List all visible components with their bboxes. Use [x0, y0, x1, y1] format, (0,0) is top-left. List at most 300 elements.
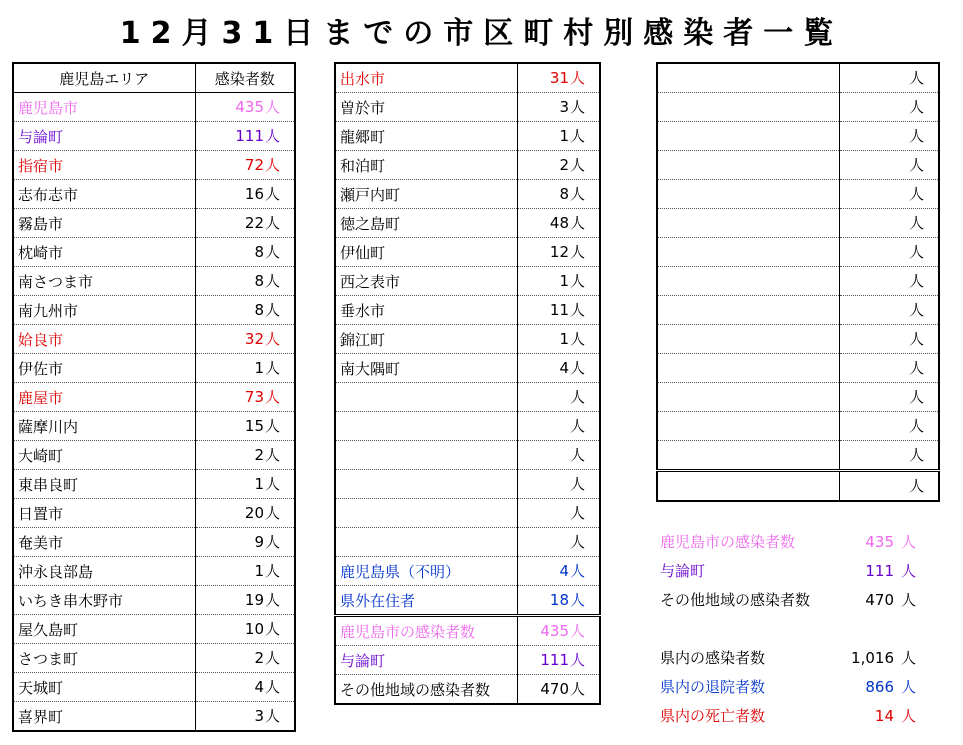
- table-row: [13, 383, 295, 412]
- table-row: [335, 93, 600, 122]
- summary-value: 866: [865, 678, 894, 696]
- area-table-2: [334, 62, 601, 705]
- area-name: 南九州市: [13, 296, 195, 325]
- table-row: [335, 63, 600, 93]
- unit-label: 人: [264, 475, 280, 493]
- area-name: 日置市: [13, 499, 195, 528]
- area-name: 西之表市: [335, 267, 517, 296]
- area-name: [657, 267, 839, 296]
- case-count: [839, 471, 939, 502]
- header-area: 鹿児島エリア: [13, 63, 195, 93]
- count-value: 111: [540, 651, 569, 669]
- unit-label: 人: [569, 272, 585, 290]
- case-count: [517, 557, 600, 586]
- count-value: 18: [549, 591, 569, 609]
- count-value: 72: [244, 156, 264, 174]
- table-row: [657, 354, 939, 383]
- case-count: [517, 412, 600, 441]
- count-value: 9: [254, 533, 264, 551]
- unit-label: 人: [569, 651, 585, 669]
- unit-label: 人: [264, 127, 280, 145]
- area-name: 姶良市: [13, 325, 195, 354]
- area-name: 奄美市: [13, 528, 195, 557]
- unit-label: 人: [569, 591, 585, 609]
- summary-row: [660, 586, 916, 614]
- unit-label: 人: [908, 243, 924, 261]
- unit-label: 人: [569, 504, 585, 522]
- table-row: [13, 470, 295, 499]
- count-value: 2: [559, 156, 569, 174]
- unit-label: 人: [908, 272, 924, 290]
- area-name: [657, 441, 839, 471]
- unit-label: 人: [900, 649, 916, 667]
- case-count: [195, 412, 295, 441]
- area-name: [657, 383, 839, 412]
- case-count: [195, 354, 295, 383]
- table-row: [335, 646, 600, 675]
- table-row: [335, 616, 600, 646]
- area-name: [657, 122, 839, 151]
- count-value: 1: [559, 330, 569, 348]
- table-row: [657, 471, 939, 502]
- case-count: [195, 470, 295, 499]
- area-table-3: [656, 62, 940, 502]
- count-value: 4: [559, 562, 569, 580]
- unit-label: 人: [569, 214, 585, 232]
- area-name: 鹿屋市: [13, 383, 195, 412]
- table-row: [657, 180, 939, 209]
- case-count: [517, 586, 600, 616]
- table-row: [657, 412, 939, 441]
- count-value: 19: [244, 591, 264, 609]
- table-row: [13, 557, 295, 586]
- area-name: 瀬戸内町: [335, 180, 517, 209]
- count-value: 1: [254, 475, 264, 493]
- count-value: 48: [549, 214, 569, 232]
- unit-label: 人: [569, 388, 585, 406]
- summary-label: 県内の感染者数: [660, 649, 766, 667]
- summary-label: その他地域の感染者数: [660, 591, 811, 609]
- area-name: [335, 412, 517, 441]
- area-name: 南さつま市: [13, 267, 195, 296]
- case-count: [839, 238, 939, 267]
- unit-label: 人: [569, 243, 585, 261]
- count-value: 1: [559, 272, 569, 290]
- table-row: [13, 499, 295, 528]
- count-value: 11: [549, 301, 569, 319]
- case-count: [517, 441, 600, 470]
- count-value: 435: [540, 622, 569, 640]
- case-count: [195, 325, 295, 354]
- summary-label: 鹿児島市の感染者数: [660, 533, 796, 551]
- table-row: [335, 383, 600, 412]
- table-row: [657, 441, 939, 471]
- table-row: [13, 354, 295, 383]
- unit-label: 人: [908, 98, 924, 116]
- area-name: [657, 63, 839, 93]
- table-row: [13, 702, 295, 732]
- area-name: 伊佐市: [13, 354, 195, 383]
- case-count: [195, 673, 295, 702]
- area-name: 県外在住者: [335, 586, 517, 616]
- case-count: [517, 180, 600, 209]
- area-table-1: [12, 62, 296, 732]
- table-row: [13, 615, 295, 644]
- case-count: [195, 528, 295, 557]
- area-name: 喜界町: [13, 702, 195, 732]
- unit-label: 人: [264, 272, 280, 290]
- area-name: [335, 528, 517, 557]
- case-count: [839, 412, 939, 441]
- unit-label: 人: [908, 127, 924, 145]
- case-count: [839, 441, 939, 471]
- table-row: [657, 93, 939, 122]
- case-count: [517, 675, 600, 705]
- count-value: 22: [244, 214, 264, 232]
- area-name: 鹿児島市の感染者数: [335, 616, 517, 646]
- summary-row: [660, 557, 916, 585]
- case-count: [517, 267, 600, 296]
- case-count: [839, 267, 939, 296]
- case-count: [517, 499, 600, 528]
- unit-label: 人: [264, 591, 280, 609]
- table-row: [13, 586, 295, 615]
- case-count: [517, 122, 600, 151]
- area-name: 南大隅町: [335, 354, 517, 383]
- count-value: 10: [244, 620, 264, 638]
- case-count: [195, 93, 295, 122]
- count-value: 8: [254, 272, 264, 290]
- count-value: 2: [254, 649, 264, 667]
- table-row: [657, 63, 939, 93]
- area-name: 天城町: [13, 673, 195, 702]
- case-count: [517, 63, 600, 93]
- unit-label: 人: [264, 388, 280, 406]
- unit-label: 人: [264, 243, 280, 261]
- area-name: [335, 441, 517, 470]
- case-count: [195, 557, 295, 586]
- summary-label: 県内の死亡者数: [660, 707, 766, 725]
- case-count: [517, 354, 600, 383]
- area-name: [657, 412, 839, 441]
- table-row: [335, 557, 600, 586]
- table-row: [657, 209, 939, 238]
- table-row: [13, 180, 295, 209]
- case-count: [517, 93, 600, 122]
- unit-label: 人: [908, 388, 924, 406]
- case-count: [517, 325, 600, 354]
- table-row: [335, 325, 600, 354]
- unit-label: 人: [900, 562, 916, 580]
- case-count: [195, 238, 295, 267]
- unit-label: 人: [908, 69, 924, 87]
- area-name: [657, 238, 839, 267]
- unit-label: 人: [569, 562, 585, 580]
- unit-label: 人: [264, 417, 280, 435]
- area-name: 徳之島町: [335, 209, 517, 238]
- unit-label: 人: [900, 678, 916, 696]
- case-count: [517, 616, 600, 646]
- table-row: [335, 122, 600, 151]
- page-title: 12月31日までの市区町村別感染者一覧: [119, 16, 844, 51]
- case-count: [195, 180, 295, 209]
- unit-label: 人: [264, 214, 280, 232]
- count-value: 435: [235, 98, 264, 116]
- table-row: [13, 673, 295, 702]
- unit-label: 人: [569, 680, 585, 698]
- case-count: [839, 209, 939, 238]
- case-count: [517, 151, 600, 180]
- table-row: [13, 296, 295, 325]
- table-row: [13, 528, 295, 557]
- unit-label: 人: [908, 185, 924, 203]
- table-row: [335, 675, 600, 705]
- table-row: [657, 325, 939, 354]
- unit-label: 人: [569, 475, 585, 493]
- summary-value: 111: [865, 562, 894, 580]
- case-count: [839, 63, 939, 93]
- area-name: 鹿児島県（不明）: [335, 557, 517, 586]
- case-count: [517, 383, 600, 412]
- area-name: [657, 93, 839, 122]
- unit-label: 人: [569, 185, 585, 203]
- unit-label: 人: [264, 620, 280, 638]
- case-count: [195, 615, 295, 644]
- count-value: 1: [254, 359, 264, 377]
- area-name: さつま町: [13, 644, 195, 673]
- summary-value: 1,016: [851, 649, 894, 667]
- area-name: 志布志市: [13, 180, 195, 209]
- unit-label: 人: [900, 591, 916, 609]
- unit-label: 人: [264, 678, 280, 696]
- count-value: 111: [235, 127, 264, 145]
- count-value: 8: [254, 301, 264, 319]
- unit-label: 人: [569, 156, 585, 174]
- table-row: [335, 412, 600, 441]
- area-name: 鹿児島市: [13, 93, 195, 122]
- summary-value: 14: [874, 707, 894, 725]
- area-name: 枕崎市: [13, 238, 195, 267]
- table-row: [13, 151, 295, 180]
- table-row: [335, 209, 600, 238]
- unit-label: 人: [264, 359, 280, 377]
- case-count: [517, 238, 600, 267]
- table-row: [13, 441, 295, 470]
- table-row: [335, 528, 600, 557]
- area-name: 東串良町: [13, 470, 195, 499]
- count-value: 12: [549, 243, 569, 261]
- unit-label: 人: [900, 707, 916, 725]
- unit-label: 人: [908, 477, 924, 495]
- unit-label: 人: [908, 417, 924, 435]
- count-value: 32: [244, 330, 264, 348]
- table-row: [13, 644, 295, 673]
- table-row: [13, 122, 295, 151]
- unit-label: 人: [908, 214, 924, 232]
- count-value: 3: [254, 707, 264, 725]
- case-count: [195, 122, 295, 151]
- table-row: [335, 296, 600, 325]
- unit-label: 人: [264, 156, 280, 174]
- unit-label: 人: [264, 562, 280, 580]
- case-count: [839, 354, 939, 383]
- unit-label: 人: [264, 649, 280, 667]
- area-name: 錦江町: [335, 325, 517, 354]
- area-name: 屋久島町: [13, 615, 195, 644]
- table-row: [335, 238, 600, 267]
- unit-label: 人: [264, 446, 280, 464]
- header-count: 感染者数: [195, 63, 295, 93]
- unit-label: 人: [569, 98, 585, 116]
- unit-label: 人: [569, 417, 585, 435]
- unit-label: 人: [264, 533, 280, 551]
- area-name: 与論町: [335, 646, 517, 675]
- case-count: [195, 209, 295, 238]
- area-name: [657, 325, 839, 354]
- summary-value: 435: [865, 533, 894, 551]
- table-row: [13, 325, 295, 354]
- area-name: 指宿市: [13, 151, 195, 180]
- area-name: その他地域の感染者数: [335, 675, 517, 705]
- unit-label: 人: [908, 446, 924, 464]
- unit-label: 人: [264, 185, 280, 203]
- count-value: 1: [559, 127, 569, 145]
- unit-label: 人: [569, 622, 585, 640]
- unit-label: 人: [908, 359, 924, 377]
- table-row: [335, 470, 600, 499]
- table-row: [657, 267, 939, 296]
- case-count: [839, 383, 939, 412]
- count-value: 8: [254, 243, 264, 261]
- unit-label: 人: [569, 533, 585, 551]
- table-row: [13, 238, 295, 267]
- count-value: 2: [254, 446, 264, 464]
- summary-row: [660, 644, 916, 672]
- case-count: [195, 702, 295, 732]
- area-name: [657, 151, 839, 180]
- unit-label: 人: [908, 301, 924, 319]
- summary-value: 470: [865, 591, 894, 609]
- table-header: [13, 63, 295, 93]
- area-name: いちき串木野市: [13, 586, 195, 615]
- area-name: 沖永良部島: [13, 557, 195, 586]
- case-count: [839, 122, 939, 151]
- unit-label: 人: [569, 446, 585, 464]
- area-name: 垂水市: [335, 296, 517, 325]
- case-count: [195, 383, 295, 412]
- unit-label: 人: [569, 127, 585, 145]
- area-name: [657, 354, 839, 383]
- table-row: [13, 209, 295, 238]
- summary-row: [660, 528, 916, 556]
- area-name: 伊仙町: [335, 238, 517, 267]
- case-count: [195, 151, 295, 180]
- summary-row: [660, 702, 916, 730]
- table-row: [657, 296, 939, 325]
- count-value: 16: [244, 185, 264, 203]
- table-row: [13, 93, 295, 122]
- area-name: [335, 499, 517, 528]
- case-count: [195, 644, 295, 673]
- summary-label: 県内の退院者数: [660, 678, 766, 696]
- area-name: 与論町: [13, 122, 195, 151]
- unit-label: 人: [569, 359, 585, 377]
- area-name: 曽於市: [335, 93, 517, 122]
- count-value: 20: [244, 504, 264, 522]
- area-name: [335, 470, 517, 499]
- table-row: [657, 151, 939, 180]
- count-value: 470: [540, 680, 569, 698]
- table-row: [335, 180, 600, 209]
- area-name: 大崎町: [13, 441, 195, 470]
- case-count: [195, 267, 295, 296]
- area-name: [335, 383, 517, 412]
- table-row: [335, 354, 600, 383]
- count-value: 8: [559, 185, 569, 203]
- count-value: 1: [254, 562, 264, 580]
- table-row: [335, 151, 600, 180]
- area-name: 霧島市: [13, 209, 195, 238]
- table-row: [335, 267, 600, 296]
- table-row: [13, 412, 295, 441]
- case-count: [195, 296, 295, 325]
- unit-label: 人: [569, 301, 585, 319]
- unit-label: 人: [908, 156, 924, 174]
- case-count: [839, 296, 939, 325]
- area-name: 薩摩川内: [13, 412, 195, 441]
- table-row: [335, 586, 600, 616]
- case-count: [195, 499, 295, 528]
- unit-label: 人: [569, 69, 585, 87]
- area-name: [657, 296, 839, 325]
- table-row: [657, 383, 939, 412]
- count-value: 15: [244, 417, 264, 435]
- unit-label: 人: [264, 330, 280, 348]
- area-name: [657, 180, 839, 209]
- unit-label: 人: [569, 330, 585, 348]
- case-count: [839, 180, 939, 209]
- count-value: 31: [549, 69, 569, 87]
- count-value: 73: [244, 388, 264, 406]
- summary-row: [660, 673, 916, 701]
- case-count: [839, 93, 939, 122]
- table-row: [657, 238, 939, 267]
- table-row: [335, 499, 600, 528]
- summary-label: 与論町: [660, 562, 706, 580]
- count-value: 3: [559, 98, 569, 116]
- area-name: 和泊町: [335, 151, 517, 180]
- unit-label: 人: [264, 301, 280, 319]
- case-count: [195, 586, 295, 615]
- case-count: [839, 325, 939, 354]
- case-count: [517, 646, 600, 675]
- unit-label: 人: [264, 98, 280, 116]
- area-name: [657, 471, 839, 502]
- area-name: 出水市: [335, 63, 517, 93]
- unit-label: 人: [900, 533, 916, 551]
- case-count: [517, 296, 600, 325]
- table-row: [335, 441, 600, 470]
- count-value: 4: [559, 359, 569, 377]
- unit-label: 人: [264, 504, 280, 522]
- unit-label: 人: [264, 707, 280, 725]
- table-row: [657, 122, 939, 151]
- case-count: [839, 151, 939, 180]
- area-name: 龍郷町: [335, 122, 517, 151]
- case-count: [195, 441, 295, 470]
- case-count: [517, 209, 600, 238]
- area-name: [657, 209, 839, 238]
